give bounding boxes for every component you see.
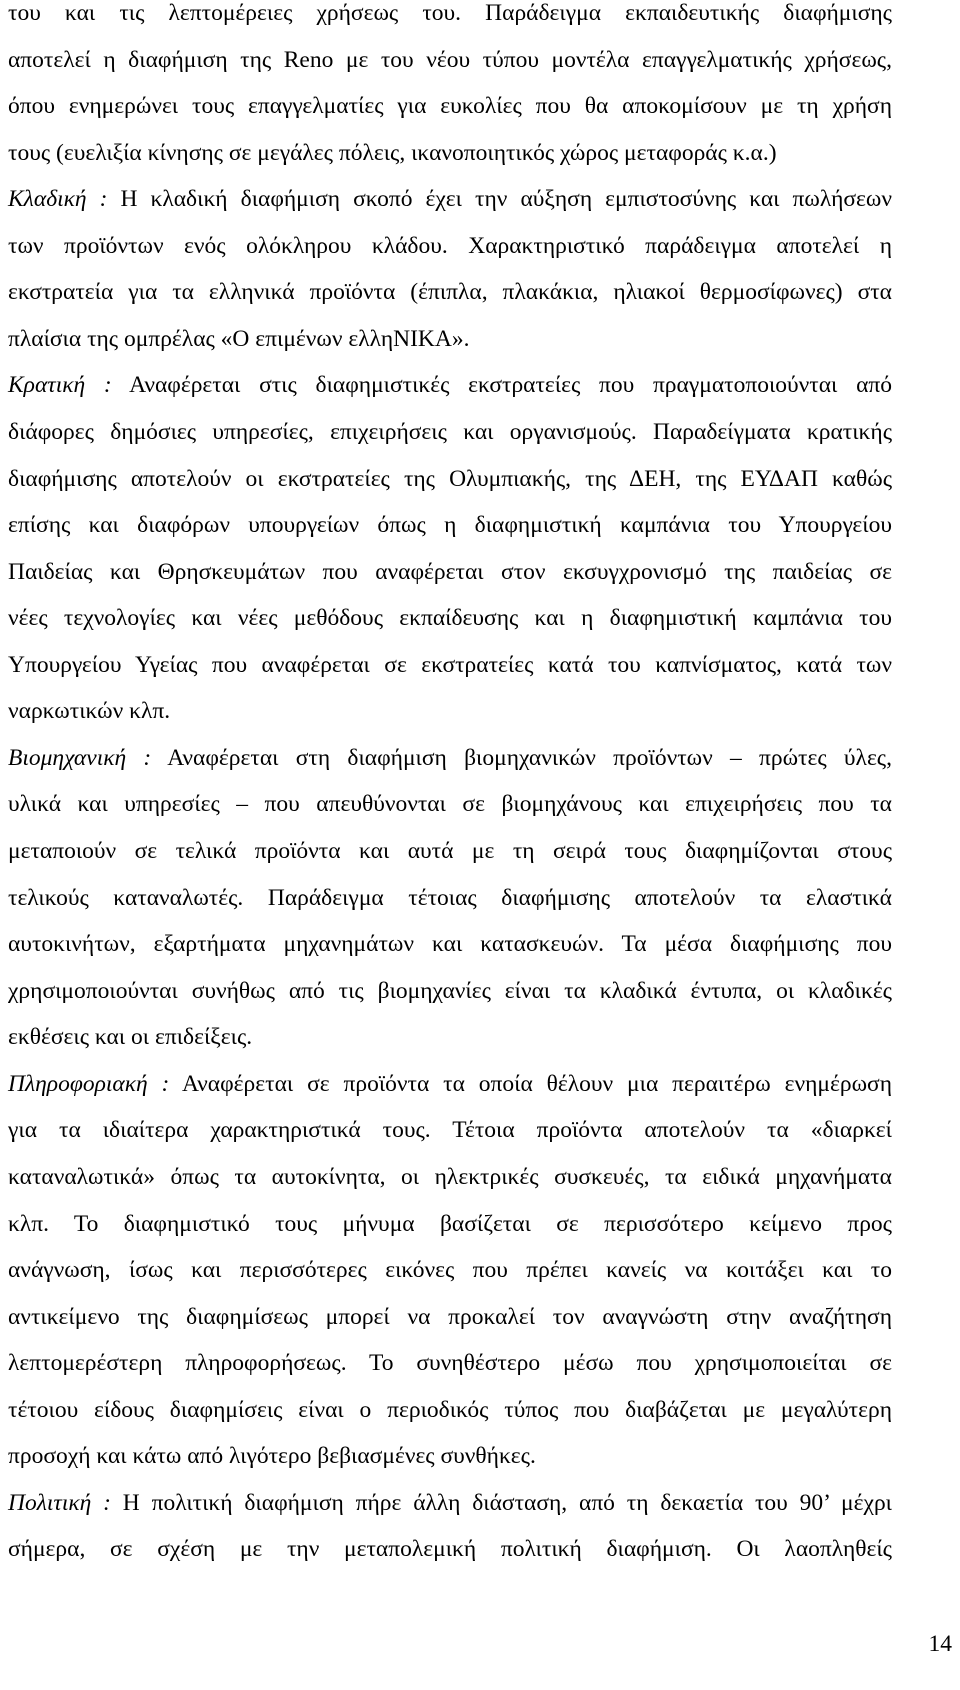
text-line (8, 1209, 892, 1239)
text-line (8, 0, 892, 28)
line-text: ναρκωτικών κλπ. (8, 698, 171, 724)
line-text: για τα ιδιαίτερα χαρακτηριστικά τους. Τέτοια προϊόντα αποτελούν τα «διαρκεί (8, 1117, 892, 1143)
text-line (8, 603, 892, 633)
line-text: εκστρατεία για τα ελληνικά προϊόντα (έπιπλα, πλακάκια, ηλιακοί θερμοσίφωνες) στα (8, 279, 892, 305)
category-term: Βιομηχανική : (8, 745, 152, 771)
line-text: ανάγνωση, ίσως και περισσότερες εικόνες που πρέπει κανείς να κοιτάξει και το (8, 1257, 892, 1283)
line-text: κλπ. Το διαφημιστικό τους μήνυμα βασίζεται σε περισσότερο κείμενο προς (8, 1211, 892, 1237)
line-text: τους (ευελιξία κίνησης σε μεγάλες πόλεις, ικανοποιητικός χώρος μεταφοράς κ.α.) (8, 140, 777, 166)
line-text: σήμερα, σε σχέση με την μεταπολεμική πολιτική διαφήμιση. Οι λαοπληθείς (8, 1536, 892, 1562)
line-text: Αναφέρεται στη διαφήμιση βιομηχανικών προϊόντων – πρώτες ύλες, (151, 745, 892, 771)
text-line (8, 464, 892, 494)
line-text: εκθέσεις και οι επιδείξεις. (8, 1024, 253, 1050)
line-text: νέες τεχνολογίες και νέες μεθόδους εκπαίδευσης και η διαφημιστική καμπάνια του (8, 605, 892, 631)
line-text: των προϊόντων ενός ολόκληρου κλάδου. Χαρακτηριστικό παράδειγμα αποτελεί η (8, 233, 892, 259)
text-line (8, 1162, 892, 1192)
line-text: διαφήμισης αποτελούν οι εκστρατείες της Ολυμπιακής, της ΔΕΗ, της ΕΥΔΑΠ καθώς (8, 466, 892, 492)
text-line (8, 138, 892, 168)
line-text: μεταποιούν σε τελικά προϊόντα και αυτά με τη σειρά τους διαφημίζονται στους (8, 838, 892, 864)
line-text: τέτοιου είδους διαφημίσεις είναι ο περιοδικός τύπος που διαβάζεται με μεγαλύτερη (8, 1397, 892, 1423)
text-line (8, 650, 892, 680)
line-text: τελικούς καταναλωτές. Παράδειγμα τέτοιας διαφήμισης αποτελούν τα ελαστικά (8, 885, 892, 911)
text-line (8, 1534, 892, 1564)
text-line (8, 1255, 892, 1285)
line-text: πλαίσια της ομπρέλας «Ο επιμένων ελληΝΙΚΑ». (8, 326, 470, 352)
text-line (8, 976, 892, 1006)
text-line (8, 1115, 892, 1145)
text-line (8, 417, 892, 447)
text-line (8, 1395, 892, 1425)
text-line (8, 929, 892, 959)
text-line (8, 1069, 892, 1099)
line-text: Αναφέρεται σε προϊόντα τα οποία θέλουν μια περαιτέρω ενημέρωση (169, 1071, 893, 1097)
category-term: Πολιτική : (8, 1490, 111, 1516)
text-line (8, 789, 892, 819)
text-line (8, 1302, 892, 1332)
text-line (8, 836, 892, 866)
text-line (8, 370, 892, 400)
line-text: αποτελεί η διαφήμιση της Reno με του νέου τύπου μοντέλα επαγγελματικής χρήσεως, (8, 47, 892, 73)
line-text: χρησιμοποιούνται συνήθως από τις βιομηχανίες είναι τα κλαδικά έντυπα, οι κλαδικές (8, 978, 892, 1004)
text-line (8, 324, 892, 354)
text-line (8, 184, 892, 214)
line-text: Η κλαδική διαφήμιση σκοπό έχει την αύξηση εμπιστοσύνης και πωλήσεων (107, 186, 892, 212)
category-term: Κρατική : (8, 372, 112, 398)
line-text: Παιδείας και Θρησκευμάτων που αναφέρεται στον εκσυγχρονισμό της παιδείας σε (8, 559, 892, 585)
category-term: Κλαδική : (8, 186, 108, 212)
line-text: προσοχή και κάτω από λιγότερο βεβιασμένες συνθήκες. (8, 1443, 536, 1469)
line-text: Αναφέρεται στις διαφημιστικές εκστρατείες που πραγματοποιούνται από (111, 372, 892, 398)
text-line (8, 1348, 892, 1378)
line-text: διάφορες δημόσιες υπηρεσίες, επιχειρήσεις και οργανισμούς. Παραδείγματα κρατικής (8, 419, 892, 445)
line-text: επίσης και διαφόρων υπουργείων όπως η διαφημιστική καμπάνια του Υπουργείου (8, 512, 892, 538)
line-text: όπου ενημερώνει τους επαγγελματίες για ευκολίες που θα αποκομίσουν με τη χρήση (8, 93, 892, 119)
category-term: Πληροφοριακή : (8, 1071, 170, 1097)
line-text: αυτοκινήτων, εξαρτήματα μηχανημάτων και κατασκευών. Τα μέσα διαφήμισης που (8, 931, 892, 957)
line-text: υλικά και υπηρεσίες – που απευθύνονται σε βιομηχάνους και επιχειρήσεις που τα (8, 791, 892, 817)
text-line (8, 1022, 892, 1052)
text-line (8, 1441, 892, 1471)
text-line (8, 557, 892, 587)
line-text: καταναλωτικά» όπως τα αυτοκίνητα, οι ηλεκτρικές συσκευές, τα ειδικά μηχανήματα (8, 1164, 892, 1190)
page-number: 14 (928, 1631, 952, 1657)
text-line (8, 743, 892, 773)
text-line (8, 91, 892, 121)
line-text: Υπουργείου Υγείας που αναφέρεται σε εκστρατείες κατά του καπνίσματος, κατά των (8, 652, 892, 678)
line-text: Η πολιτική διαφήμιση πήρε άλλη διάσταση, από τη δεκαετία του 90’ μέχρι (110, 1490, 892, 1516)
text-line (8, 277, 892, 307)
line-text: του και τις λεπτομέρειες χρήσεως του. Παράδειγμα εκπαιδευτικής διαφήμισης (8, 0, 892, 26)
text-line (8, 45, 892, 75)
text-line (8, 231, 892, 261)
text-line (8, 510, 892, 540)
text-line (8, 696, 892, 726)
text-line (8, 1488, 892, 1518)
line-text: αντικείμενο της διαφημίσεως μπορεί να προκαλεί τον αναγνώστη στην αναζήτηση (8, 1304, 892, 1330)
text-line (8, 883, 892, 913)
line-text: λεπτομερέστερη πληροφορήσεως. Το συνηθέστερο μέσω που χρησιμοποιείται σε (8, 1350, 892, 1376)
